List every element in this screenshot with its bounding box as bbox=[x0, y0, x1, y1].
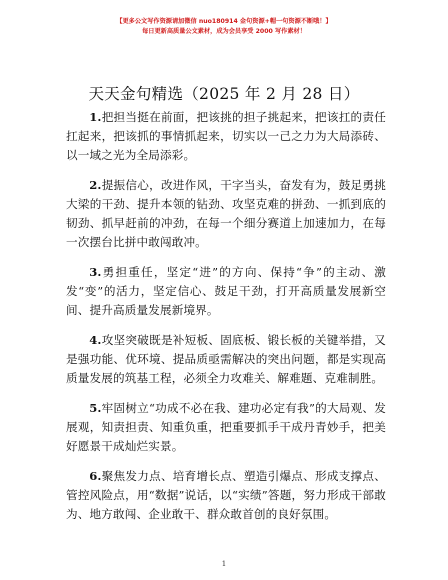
paragraph-text: 牢固树立“功成不必在我、建功必定有我”的大局观、发展观，知责担责、知重负重，把重要抓手干成丹青妙手，把美好愿景干成灿烂实景。 bbox=[66, 401, 386, 453]
paragraph-text: 聚焦发力点、培育增长点、塑造引爆点、形成支撑点、管控风险点，用“数据”说话，以“实绩”答题，努力形成干部敢为、地方敢闯、企业敢干、群众敢首创的良好氛围。 bbox=[66, 469, 386, 521]
paragraph-6 bbox=[66, 467, 386, 524]
paragraph-number: 3. bbox=[89, 265, 102, 279]
page-number: 1 bbox=[221, 560, 227, 568]
paragraph-text: 提振信心，改进作风，干字当头，奋发有为，鼓足勇挑大梁的干劲、提升本领的钻劲、攻坚克难的拼劲、一抓到底的韧劲、抓早赶前的冲劲，在每一个细分赛道上加速加力，在每一次摆台比拼中敢闯敢冲。 bbox=[66, 178, 386, 249]
paragraph-3 bbox=[66, 263, 386, 320]
paragraph-number: 2. bbox=[89, 178, 102, 192]
paragraph-2 bbox=[66, 176, 386, 252]
paragraph-1 bbox=[66, 108, 386, 165]
paragraph-4 bbox=[66, 331, 386, 388]
paragraph-text: 攻坚突破既是补短板、固底板、锻长板的关键举措，又是强功能、优环境、提品质亟需解决的突出问题，都是实现高质量发展的筑基工程，必须全力攻难关、解难题、克难制胜。 bbox=[66, 333, 386, 385]
paragraph-text: 勇担重任，坚定“进”的方向、保持“争”的主动、激发“变”的活力，坚定信心、鼓足干劲，打开高质量发展新空间、提升高质量发展新境界。 bbox=[66, 265, 386, 317]
paragraph-5 bbox=[66, 399, 386, 456]
paragraph-number: 4. bbox=[89, 333, 102, 347]
document-body bbox=[66, 108, 386, 535]
promo-banner-line-1: 【更多公文写作资源请加微信 nuo180914 金句资源+帽一句资源不断哦！】 bbox=[116, 18, 332, 25]
paragraph-text: 把担当挺在前面，把该挑的担子挑起来，把该扛的责任扛起来，把该抓的事情抓起来，切实以一己之力为大局添砖、以一域之光为全局添彩。 bbox=[66, 110, 386, 162]
document-title: 天天金句精选（2025 年 2 月 28 日） bbox=[88, 85, 360, 103]
paragraph-number: 5. bbox=[89, 401, 102, 415]
paragraph-number: 1. bbox=[89, 110, 102, 124]
promo-banner-line-2: 每日更新高质量公文素材，成为会员享受 2000 写作素材！ bbox=[142, 28, 306, 35]
paragraph-number: 6. bbox=[89, 469, 102, 483]
